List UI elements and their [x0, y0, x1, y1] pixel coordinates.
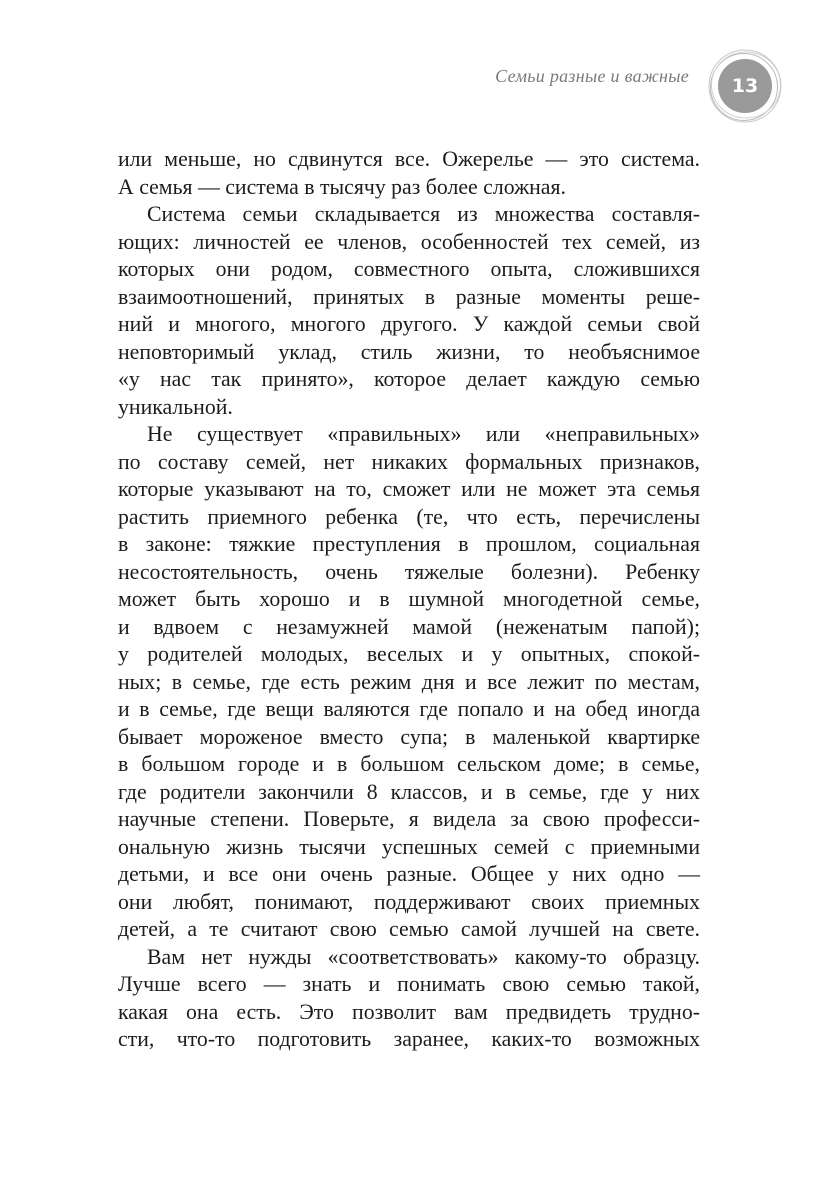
text-line: где родители закончили 8 классов, и в семье, где у них — [118, 779, 700, 804]
text-line: ющих: личностей ее членов, особенностей тех семей, из — [118, 229, 700, 254]
text-line: в большом городе и в большом сельском доме; в семье, — [118, 752, 700, 776]
text-line: и в семье, где вещи валяются где попало и на обед иногда — [118, 697, 700, 721]
text-line: детьми, и все они очень разные. Общее у них одно — — [118, 862, 700, 886]
text-line: А семья — система в тысячу раз более сложная. — [118, 174, 566, 199]
page-number-badge — [707, 48, 783, 124]
text-line: ональную жизнь тысячи успешных семей с приемными — [118, 834, 700, 859]
paragraph — [118, 146, 700, 201]
page-number: 13 — [731, 75, 759, 97]
text-line: Вам нет нужды «соответствовать» какому-то образцу. — [147, 944, 700, 969]
paragraph — [118, 421, 700, 944]
text-line: уникальной. — [118, 394, 233, 419]
text-line: неповторимый уклад, стиль жизни, то необъяснимое — [118, 339, 700, 364]
text-line: взаимоотношений, принятых в разные моменты реше- — [118, 284, 700, 309]
paragraph — [118, 944, 700, 1054]
text-line: несостоятельность, очень тяжелые болезни). Ребенку — [118, 559, 700, 584]
text-line: ний и многого, многого другого. У каждой семьи свой — [118, 312, 700, 336]
text-line: по составу семей, нет никаких формальных признаков, — [118, 449, 700, 474]
paragraph — [118, 201, 700, 421]
text-line: Система семьи складывается из множества составля- — [147, 202, 700, 226]
text-line: которых они родом, совместного опыта, сложившихся — [118, 257, 700, 281]
text-line: Не существует «правильных» или «неправильных» — [147, 422, 700, 446]
text-line: ных; в семье, где есть режим дня и все лежит по местам, — [118, 669, 700, 694]
text-line: может быть хорошо и в шумной многодетной семье, — [118, 587, 700, 611]
text-line: растить приемного ребенка (те, что есть, перечислены — [118, 504, 700, 529]
text-line: «у нас так принято», которое делает каждую семью — [118, 367, 700, 391]
text-line: Лучше всего — знать и понимать свою семью такой, — [118, 972, 700, 996]
text-line: бывает мороженое вместо супа; в маленькой квартирке — [118, 724, 700, 749]
text-line: они любят, понимают, поддерживают своих приемных — [118, 889, 700, 914]
text-line: или меньше, но сдвинутся все. Ожерелье — это система. — [118, 147, 700, 171]
text-line: у родителей молодых, веселых и у опытных, спокой- — [118, 642, 700, 666]
text-line: научные степени. Поверьте, я видела за свою професси- — [118, 807, 700, 831]
running-head: Семьи разные и важные — [495, 66, 689, 86]
text-line: сти, что-то подготовить заранее, каких-то возможных — [118, 1027, 700, 1051]
text-line: в законе: тяжкие преступления в прошлом, социальная — [118, 532, 700, 556]
text-line: и вдвоем с незамужней мамой (неженатым папой); — [118, 614, 700, 639]
text-line: какая она есть. Это позволит вам предвидеть трудно- — [118, 999, 700, 1024]
text-line: детей, а те считают свою семью самой лучшей на свете. — [118, 917, 700, 941]
text-line: которые указывают на то, сможет или не может эта семья — [118, 477, 700, 501]
body-text — [118, 146, 700, 1054]
